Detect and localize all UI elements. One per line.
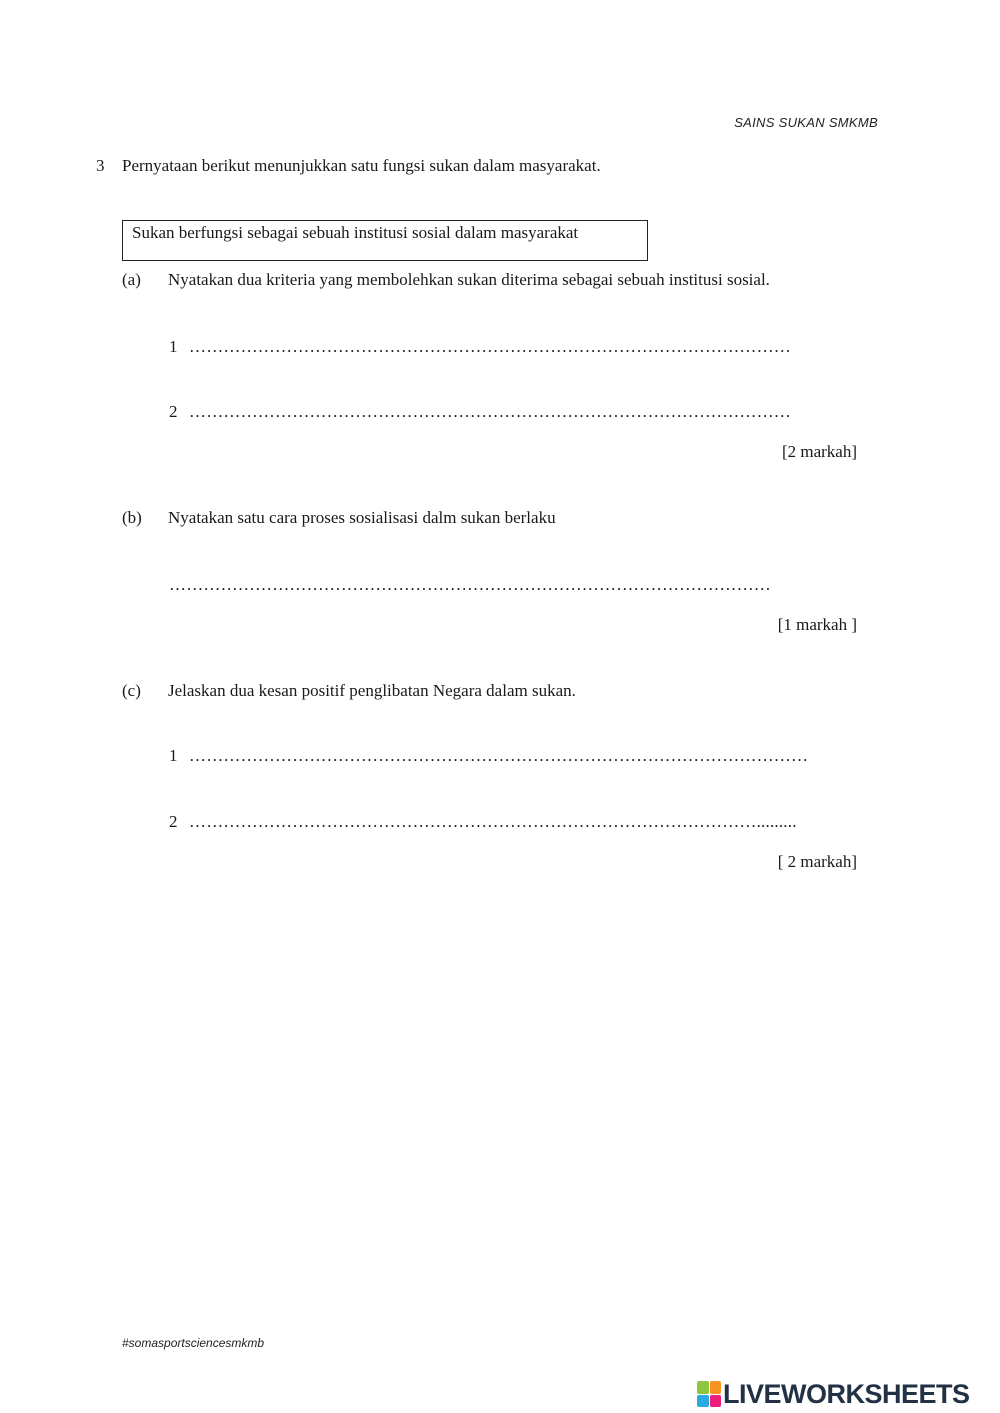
- question-number: 3: [96, 156, 105, 175]
- part-b-label: (b): [122, 508, 142, 527]
- part-b-marks: [1 markah ]: [777, 615, 857, 634]
- part-c-text: Jelaskan dua kesan positif penglibatan Negara dalam sukan.: [168, 681, 576, 700]
- logo-tile-l: [697, 1381, 709, 1394]
- part-a-label: (a): [122, 270, 141, 289]
- part-a-text: Nyatakan dua kriteria yang membolehkan sukan diterima sebagai sebuah institusi sosial.: [168, 270, 770, 289]
- part-c-line1-number: 1: [169, 746, 178, 765]
- liveworksheets-brand[interactable]: [697, 1378, 970, 1410]
- logo-tile-e: [710, 1395, 722, 1408]
- brand-name: LIVEWORKSHEETS: [723, 1378, 970, 1409]
- liveworksheets-logo-icon: [697, 1381, 721, 1407]
- footer-hashtag: #somasportsciencesmkmb: [122, 1336, 265, 1350]
- part-c-answer-line1[interactable]: ………………………………………………………………………………………………: [189, 746, 809, 765]
- part-a-line1-number: 1: [169, 337, 178, 356]
- part-a-answer-line2[interactable]: ……………………………………………………………………………………………: [189, 402, 791, 421]
- part-a-answer-line1[interactable]: ……………………………………………………………………………………………: [189, 337, 791, 356]
- logo-tile-v: [697, 1395, 709, 1408]
- logo-tile-i: [710, 1381, 722, 1394]
- part-b-answer-line[interactable]: ……………………………………………………………………………………………: [169, 575, 771, 594]
- part-a-line2-number: 2: [169, 402, 178, 421]
- part-a-marks: [2 markah]: [781, 442, 857, 461]
- part-c-line2-number: 2: [169, 812, 178, 831]
- statement-text: Sukan berfungsi sebagai sebuah institusi sosial dalam masyarakat: [132, 223, 579, 242]
- part-c-answer-line2[interactable]: ……………………………………………………………………………………….........: [189, 812, 797, 831]
- page-header: SAINS SUKAN SMKMB: [734, 115, 878, 130]
- part-c-marks: [ 2 markah]: [777, 852, 857, 871]
- part-c-label: (c): [122, 681, 141, 700]
- part-b-text: Nyatakan satu cara proses sosialisasi dalm sukan berlaku: [168, 508, 556, 527]
- question-text: Pernyataan berikut menunjukkan satu fungsi sukan dalam masyarakat.: [122, 156, 601, 175]
